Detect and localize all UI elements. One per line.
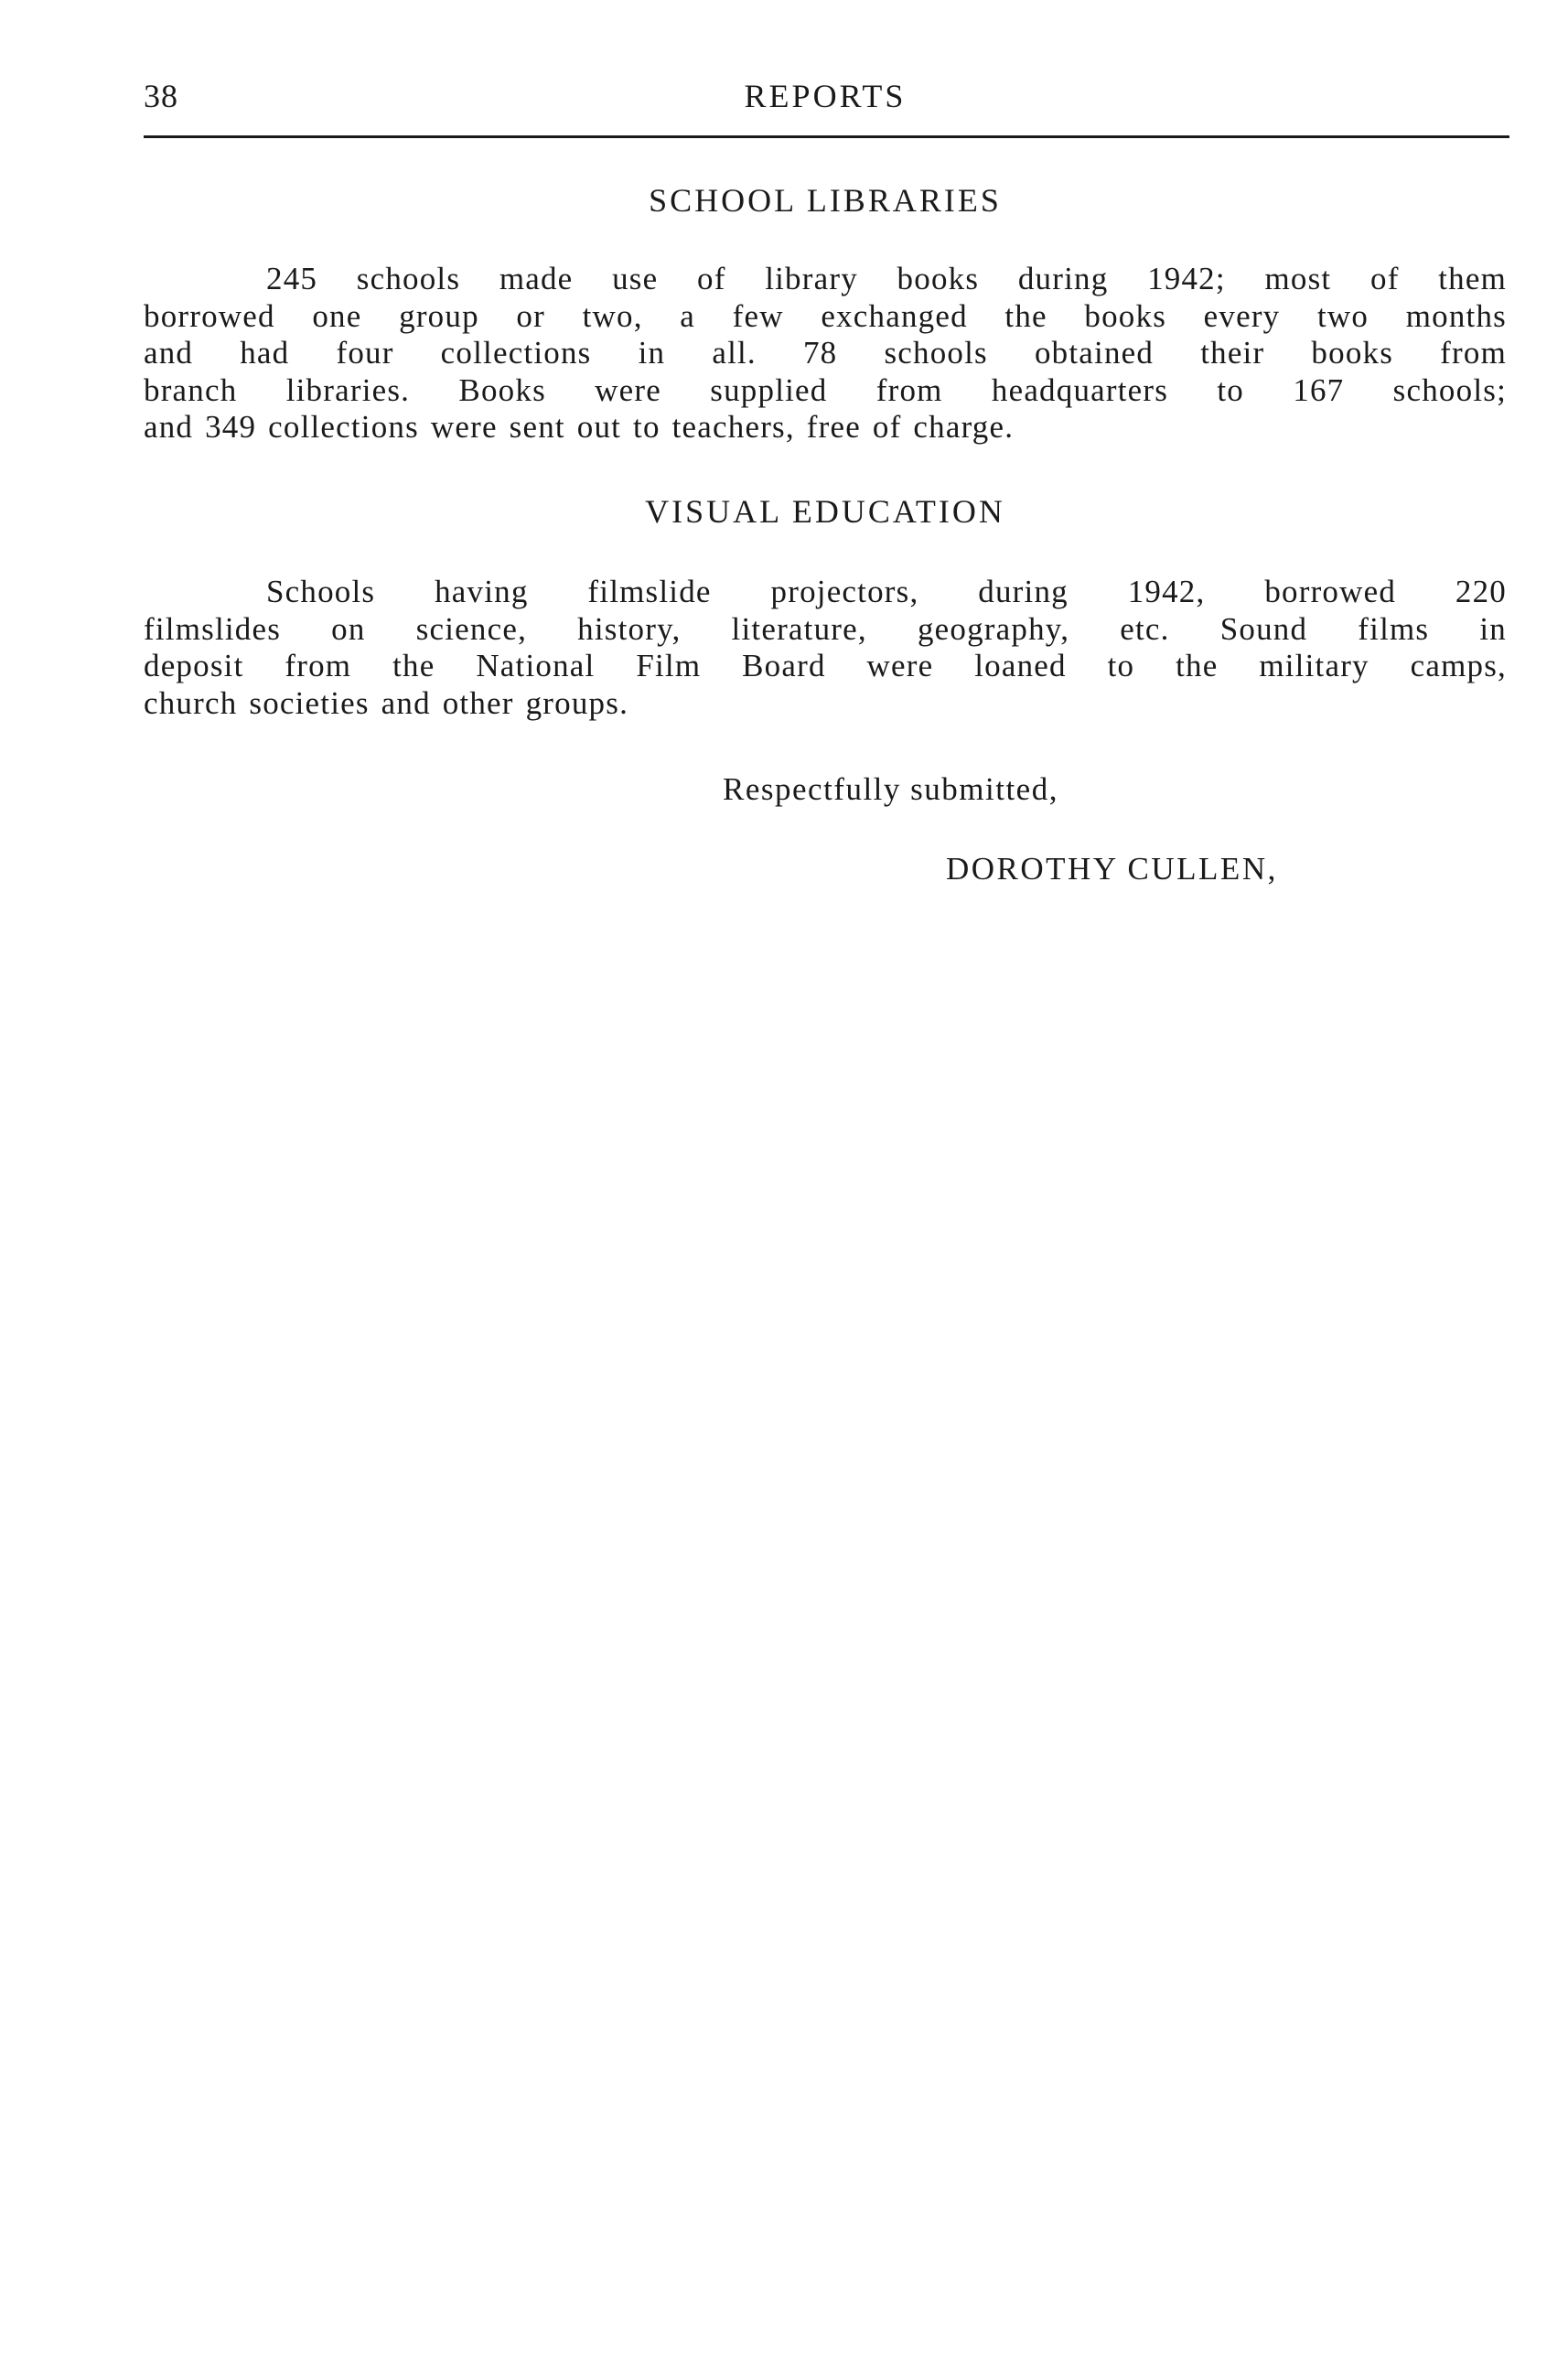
paragraph-line: and 349 collections were sent out to teachers, free of charge. (144, 409, 1015, 445)
section-heading-visual-education: VISUAL EDUCATION (645, 493, 1005, 530)
paragraph-line: church societies and other groups. (144, 684, 629, 721)
paragraph-line: filmslides on science, history, literature, geography, etc. Sound films in (144, 610, 1507, 647)
paragraph-school-libraries (144, 261, 1507, 446)
paragraph-line: Schools having filmslide projectors, during 1942, borrowed 220 (266, 574, 1507, 609)
running-header (144, 77, 1507, 123)
paragraph-line: 245 schools made use of library books during 1942; most of them (266, 261, 1507, 296)
paragraph-line: and had four collections in all. 78 schools obtained their books from (144, 335, 1507, 371)
paragraph-line: branch libraries. Books were supplied from headquarters to 167 schools; (144, 371, 1507, 408)
running-title: REPORTS (744, 78, 907, 114)
page-number: 38 (144, 78, 178, 114)
paragraph-line: deposit from the National Film Board were loaned to the military camps, (144, 648, 1507, 683)
header-rule (144, 135, 1509, 138)
closing-salutation: Respectfully submitted, (723, 771, 1058, 807)
section-heading-school-libraries: SCHOOL LIBRARIES (649, 182, 1002, 219)
paragraph-line: borrowed one group or two, a few exchanged the books every two months (144, 297, 1507, 334)
signature-name: DOROTHY CULLEN, (946, 851, 1278, 887)
paragraph-visual-education (144, 574, 1507, 722)
